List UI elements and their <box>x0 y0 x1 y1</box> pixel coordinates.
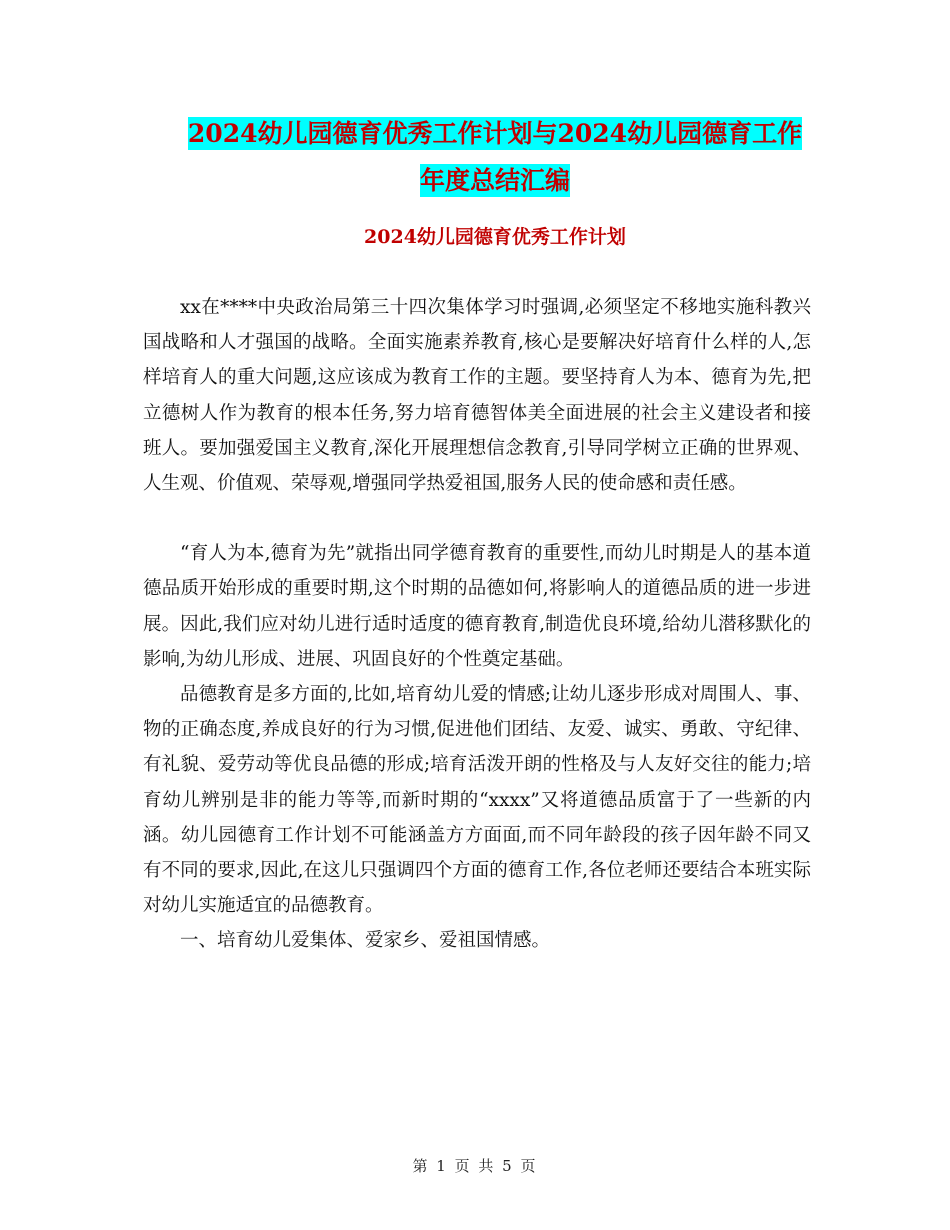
paragraph: 一、培育幼儿爱集体、爱家乡、爱祖国情感。 <box>180 930 551 952</box>
section-title: 2024幼儿园德育优秀工作计划 <box>364 226 626 248</box>
paragraph-spacer <box>143 501 811 536</box>
page-footer: 第 1 页 共 5 页 <box>412 1157 538 1175</box>
paragraph: “育人为本,德育为先”就指出同学德育教育的重要性,而幼儿时期是人的基本道德品质开始形成的重要时期,这个时期的品德如何,将影响人的道德品质的进一步进展。因此,我们应对幼儿进行适时适度的德育教育,制造优良环境,给幼儿潜移默化的影响,为幼儿形成、进展、巩固良好的个性奠定基础。 <box>143 543 811 670</box>
document-title-line-1: 2024幼儿园德育优秀工作计划与2024幼儿园德育工作 <box>187 119 803 148</box>
document-title <box>120 110 870 204</box>
document-title-line-2: 年度总结汇编 <box>419 166 570 195</box>
document-body <box>143 290 811 959</box>
paragraph: xx在****中央政治局第三十四次集体学习时强调,必须坚定不移地实施科教兴国战略和人才强国的战略。全面实施素养教育,核心是要解决好培育什么样的人,怎样培育人的重大问题,这应该成为教育工作的主题。要坚持育人为本、德育为先,把立德树人作为教育的根本任务,努力培育德智体美全面进展的社会主义建设者和接班人。要加强爱国主义教育,深化开展理想信念教育,引导同学树立正确的世界观、人生观、价值观、荣辱观,增强同学热爱祖国,服务人民的使命感和责任感。 <box>143 297 811 495</box>
paragraph: 品德教育是多方面的,比如,培育幼儿爱的情感;让幼儿逐步形成对周围人、事、物的正确态度,养成良好的行为习惯,促进他们团结、友爱、诚实、勇敢、守纪律、有礼貌、爱劳动等优良品德的形成;培育活泼开朗的性格及与人友好交往的能力;培育幼儿辨别是非的能力等等,而新时期的“xxxx”又将道德品质富于了一些新的内涵。幼儿园德育工作计划不可能涵盖方方面面,而不同年龄段的孩子因年龄不同又有不同的要求,因此,在这儿只强调四个方面的德育工作,各位老师还要结合本班实际对幼儿实施适宜的品德教育。 <box>143 684 811 917</box>
